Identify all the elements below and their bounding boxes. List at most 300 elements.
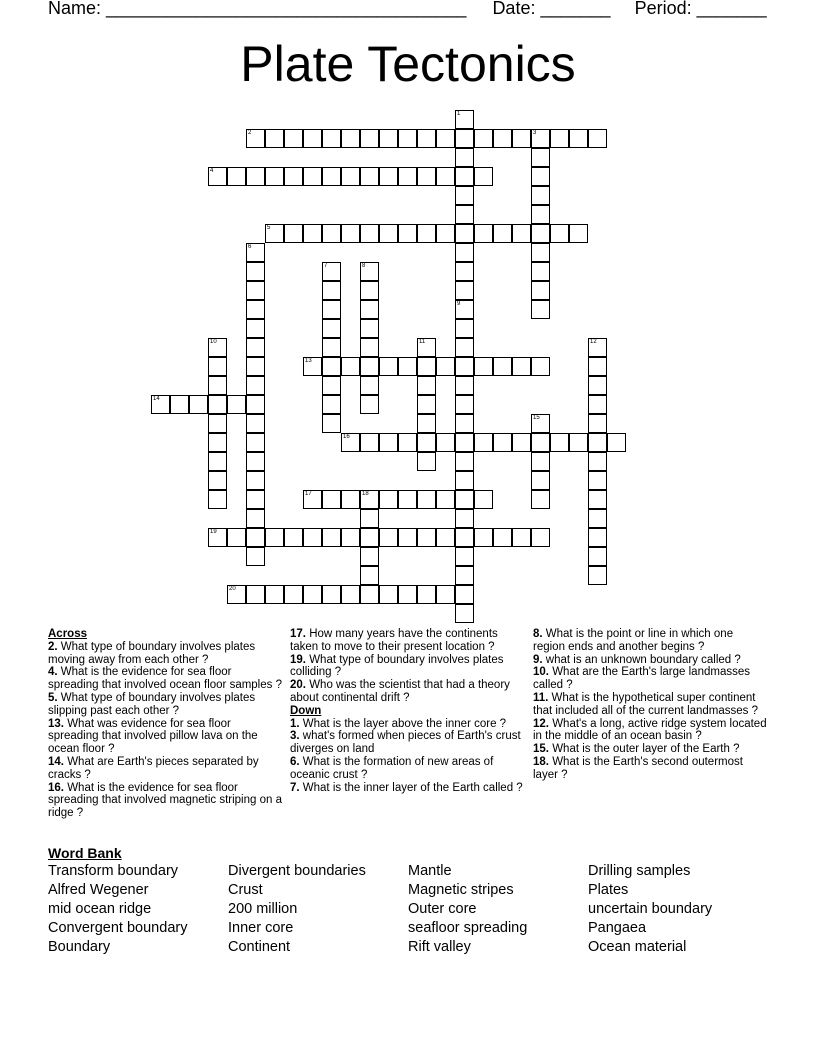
crossword-cell[interactable] — [417, 452, 436, 471]
crossword-cell[interactable] — [341, 357, 360, 376]
crossword-cell[interactable] — [436, 490, 455, 509]
crossword-cell[interactable] — [512, 528, 531, 547]
crossword-cell[interactable] — [588, 129, 607, 148]
crossword-cell[interactable] — [360, 300, 379, 319]
crossword-cell[interactable] — [455, 528, 474, 547]
crossword-cell[interactable] — [246, 452, 265, 471]
crossword-cell[interactable] — [246, 395, 265, 414]
crossword-cell[interactable] — [360, 357, 379, 376]
crossword-cell[interactable] — [246, 433, 265, 452]
crossword-cell[interactable] — [436, 433, 455, 452]
crossword-cell[interactable] — [379, 490, 398, 509]
crossword-cell[interactable] — [455, 186, 474, 205]
clue-item — [290, 679, 525, 705]
crossword-cell[interactable] — [322, 167, 341, 186]
clue-item — [290, 654, 525, 680]
crossword-cell[interactable] — [455, 224, 474, 243]
crossword-cell[interactable] — [322, 414, 341, 433]
crossword-cell[interactable] — [455, 148, 474, 167]
crossword-cell[interactable] — [455, 604, 474, 623]
crossword-cell[interactable] — [398, 167, 417, 186]
crossword-cell[interactable] — [360, 129, 379, 148]
crossword-cell[interactable] — [569, 433, 588, 452]
crossword-cell[interactable] — [208, 433, 227, 452]
clue-item — [48, 782, 283, 820]
crossword-cell[interactable] — [322, 281, 341, 300]
crossword-cell[interactable] — [208, 471, 227, 490]
word-bank-item: Boundary — [48, 939, 111, 955]
clue-text: How many years have the continents taken to move to their present location ? — [290, 628, 498, 653]
crossword-cell[interactable] — [531, 281, 550, 300]
clue-text: What type of boundary involves plates colliding ? — [290, 653, 504, 679]
crossword-cell[interactable] — [455, 471, 474, 490]
clue-item — [533, 692, 768, 718]
crossword-cell[interactable] — [455, 205, 474, 224]
word-bank-item: mid ocean ridge — [48, 901, 152, 917]
crossword-cell[interactable] — [360, 566, 379, 585]
crossword-cell[interactable] — [493, 433, 512, 452]
crossword-cell[interactable] — [379, 357, 398, 376]
word-bank-item: Divergent boundaries — [228, 863, 366, 879]
crossword-cell[interactable] — [208, 452, 227, 471]
crossword-cell[interactable] — [455, 376, 474, 395]
crossword-cell[interactable] — [588, 376, 607, 395]
crossword-cell[interactable] — [398, 433, 417, 452]
clue-number: 9 — [457, 301, 461, 307]
clue-number: 15 — [533, 415, 540, 421]
crossword-cell[interactable] — [398, 585, 417, 604]
crossword-cell[interactable] — [588, 528, 607, 547]
crossword-cell[interactable] — [398, 224, 417, 243]
crossword-cell[interactable] — [417, 338, 436, 357]
crossword-cell[interactable] — [360, 433, 379, 452]
page-title: Plate Tectonics — [240, 36, 576, 92]
clue-item — [533, 628, 768, 654]
crossword-cell[interactable] — [531, 224, 550, 243]
clues-column-1 — [48, 628, 283, 820]
clue-text: What is the evidence for sea floor spreading that involved ocean floor samples ? — [48, 666, 282, 692]
crossword-cell[interactable] — [531, 433, 550, 452]
clue-number: 9. — [533, 653, 543, 666]
crossword-cell[interactable] — [493, 224, 512, 243]
crossword-cell[interactable] — [360, 376, 379, 395]
crossword-cell[interactable] — [417, 433, 436, 452]
crossword-cell[interactable] — [360, 528, 379, 547]
crossword-cell[interactable] — [360, 338, 379, 357]
word-bank-item: Transform boundary — [48, 863, 179, 879]
crossword-cell[interactable] — [265, 224, 284, 243]
crossword-cell[interactable] — [455, 452, 474, 471]
crossword-cell[interactable] — [455, 566, 474, 585]
crossword-cell[interactable] — [474, 528, 493, 547]
crossword-cell[interactable] — [341, 433, 360, 452]
crossword-cell[interactable] — [398, 129, 417, 148]
crossword-cell[interactable] — [455, 300, 474, 319]
crossword-cell[interactable] — [322, 224, 341, 243]
crossword-cell[interactable] — [341, 224, 360, 243]
clue-item — [290, 730, 525, 756]
clue-text: What type of boundary involves plates slipping past each other ? — [48, 691, 256, 717]
crossword-cell[interactable] — [455, 395, 474, 414]
crossword-cell[interactable] — [246, 300, 265, 319]
crossword-cell[interactable] — [455, 167, 474, 186]
crossword-cell[interactable] — [303, 167, 322, 186]
crossword-cell[interactable] — [246, 376, 265, 395]
crossword-cell[interactable] — [208, 338, 227, 357]
crossword-cell[interactable] — [417, 167, 436, 186]
clue-item — [48, 692, 283, 718]
crossword-cell[interactable] — [341, 167, 360, 186]
clue-number: 16 — [343, 434, 350, 440]
clue-text: What is the layer above the inner core ? — [299, 717, 507, 730]
crossword-cell[interactable] — [588, 433, 607, 452]
word-bank-item: Magnetic stripes — [408, 882, 514, 898]
crossword-cell[interactable] — [379, 129, 398, 148]
crossword-cell[interactable] — [208, 167, 227, 186]
crossword-cell[interactable] — [588, 452, 607, 471]
clue-text: What is the evidence for sea floor spreading that involved magnetic striping on a ridge ? — [48, 781, 282, 820]
crossword-cell[interactable] — [436, 357, 455, 376]
word-bank-item: Outer core — [408, 901, 477, 917]
crossword-cell[interactable] — [227, 585, 246, 604]
crossword-cell[interactable] — [550, 129, 569, 148]
crossword-cell[interactable] — [588, 357, 607, 376]
crossword-cell[interactable] — [360, 585, 379, 604]
crossword-cell[interactable] — [284, 528, 303, 547]
crossword-cell[interactable] — [436, 585, 455, 604]
crossword-cell[interactable] — [531, 243, 550, 262]
crossword-cell[interactable] — [474, 490, 493, 509]
crossword-cell[interactable] — [455, 414, 474, 433]
clue-item — [290, 718, 525, 731]
word-bank-item: Ocean material — [588, 939, 687, 955]
crossword-cell[interactable] — [284, 224, 303, 243]
crossword-cell[interactable] — [607, 433, 626, 452]
crossword-cell[interactable] — [360, 490, 379, 509]
clue-item — [533, 756, 768, 782]
crossword-cell[interactable] — [569, 129, 588, 148]
crossword-cell[interactable] — [455, 110, 474, 129]
crossword-cell[interactable] — [303, 224, 322, 243]
crossword-cell[interactable] — [436, 129, 455, 148]
crossword-cell[interactable] — [550, 433, 569, 452]
crossword-cell[interactable] — [227, 167, 246, 186]
crossword-cell[interactable] — [550, 224, 569, 243]
crossword-cell[interactable] — [360, 509, 379, 528]
crossword-cell[interactable] — [531, 528, 550, 547]
crossword-cell[interactable] — [360, 262, 379, 281]
clue-text: What type of boundary involves plates moving away from each other ? — [48, 640, 256, 666]
crossword-cell[interactable] — [474, 224, 493, 243]
clue-item — [290, 782, 525, 795]
crossword-cell[interactable] — [208, 414, 227, 433]
clue-number: 3 — [533, 130, 537, 136]
clue-number: 3. — [290, 730, 300, 743]
crossword-cell[interactable] — [227, 528, 246, 547]
crossword-cell[interactable] — [493, 528, 512, 547]
crossword-cell[interactable] — [246, 509, 265, 528]
clue-number: 5. — [48, 691, 58, 704]
crossword-cell[interactable] — [322, 528, 341, 547]
clue-item — [533, 666, 768, 692]
crossword-cell[interactable] — [455, 281, 474, 300]
clue-number: 16. — [48, 781, 64, 794]
crossword-cell[interactable] — [474, 167, 493, 186]
clue-number: 11. — [533, 691, 549, 704]
crossword-cell[interactable] — [265, 167, 284, 186]
crossword-cell[interactable] — [398, 357, 417, 376]
crossword-cell[interactable] — [531, 262, 550, 281]
crossword-cell[interactable] — [360, 281, 379, 300]
crossword-cell[interactable] — [379, 528, 398, 547]
clue-text: what's formed when pieces of Earth's crust diverges on land — [290, 730, 521, 756]
clue-number: 1 — [457, 111, 461, 117]
crossword-cell[interactable] — [417, 395, 436, 414]
crossword-cell[interactable] — [341, 129, 360, 148]
crossword-cell[interactable] — [474, 357, 493, 376]
name-label[interactable]: Name: ____________________________________ — [48, 0, 467, 18]
crossword-cell[interactable] — [531, 490, 550, 509]
crossword-cell[interactable] — [265, 129, 284, 148]
crossword-cell[interactable] — [474, 129, 493, 148]
clue-number: 8 — [362, 263, 366, 269]
crossword-cell[interactable] — [436, 528, 455, 547]
crossword-cell[interactable] — [246, 319, 265, 338]
crossword-cell[interactable] — [531, 414, 550, 433]
clue-text: What is the point or line in which one region ends and another begins ? — [533, 628, 734, 653]
crossword-cell[interactable] — [322, 129, 341, 148]
word-bank-item: uncertain boundary — [588, 901, 713, 917]
crossword-cell[interactable] — [588, 490, 607, 509]
clue-item — [48, 641, 283, 667]
crossword-cell[interactable] — [322, 376, 341, 395]
crossword-cell[interactable] — [455, 509, 474, 528]
crossword-cell[interactable] — [531, 148, 550, 167]
crossword-cell[interactable] — [322, 490, 341, 509]
clue-number: 6 — [248, 244, 252, 250]
period-label[interactable]: Period: _______ — [634, 0, 767, 18]
crossword-cell[interactable] — [531, 205, 550, 224]
crossword-cell[interactable] — [455, 129, 474, 148]
crossword-cell[interactable] — [512, 433, 531, 452]
crossword-cell[interactable] — [189, 395, 208, 414]
crossword-cell[interactable] — [455, 338, 474, 357]
clue-item — [533, 654, 768, 667]
crossword-cell[interactable] — [588, 414, 607, 433]
crossword-cell[interactable] — [531, 129, 550, 148]
crossword-cell[interactable] — [246, 471, 265, 490]
down-heading: Down — [290, 704, 322, 717]
crossword-cell[interactable] — [417, 414, 436, 433]
crossword-cell[interactable] — [170, 395, 189, 414]
clue-number: 8. — [533, 628, 543, 640]
crossword-cell[interactable] — [417, 129, 436, 148]
clue-text: What is the Earth's second outermost layer ? — [533, 755, 743, 781]
crossword-cell[interactable] — [303, 490, 322, 509]
crossword-cell[interactable] — [588, 566, 607, 585]
crossword-cell[interactable] — [588, 509, 607, 528]
clue-number: 10. — [533, 666, 549, 679]
crossword-cell[interactable] — [246, 585, 265, 604]
word-bank-item: Rift valley — [408, 939, 471, 955]
crossword-cell[interactable] — [208, 490, 227, 509]
clue-number: 17 — [305, 491, 312, 497]
crossword-cell[interactable] — [246, 243, 265, 262]
crossword-cell[interactable] — [246, 129, 265, 148]
crossword-cell[interactable] — [246, 490, 265, 509]
crossword-cell[interactable] — [474, 433, 493, 452]
crossword-cell[interactable] — [455, 490, 474, 509]
clue-number: 13 — [305, 358, 312, 364]
crossword-cell[interactable] — [360, 547, 379, 566]
clue-number: 4 — [210, 168, 214, 174]
clue-text: What are Earth's pieces separated by cracks ? — [48, 755, 259, 781]
word-bank-item: Alfred Wegener — [48, 882, 149, 898]
crossword-cell[interactable] — [246, 357, 265, 376]
clue-text: What was evidence for sea floor spreading that involved pillow lava on the ocean floor ? — [48, 717, 258, 756]
clue-number: 13. — [48, 717, 64, 730]
crossword-cell[interactable] — [246, 338, 265, 357]
crossword-cell[interactable] — [417, 490, 436, 509]
crossword-cell[interactable] — [417, 224, 436, 243]
crossword-cell[interactable] — [455, 262, 474, 281]
crossword-cell[interactable] — [512, 357, 531, 376]
crossword-cell[interactable] — [493, 129, 512, 148]
crossword-cell[interactable] — [398, 490, 417, 509]
clue-number: 7 — [324, 263, 328, 269]
crossword-cell[interactable] — [246, 547, 265, 566]
crossword-cell[interactable] — [512, 224, 531, 243]
crossword-cell[interactable] — [379, 433, 398, 452]
clue-text: what is an unknown boundary called ? — [542, 653, 741, 666]
crossword-cell[interactable] — [588, 395, 607, 414]
crossword-cell[interactable] — [322, 585, 341, 604]
crossword-cell[interactable] — [265, 528, 284, 547]
crossword-cell[interactable] — [208, 528, 227, 547]
crossword-cell[interactable] — [246, 528, 265, 547]
crossword-cell[interactable] — [455, 433, 474, 452]
clue-item — [290, 628, 525, 654]
clue-number: 14 — [153, 396, 160, 402]
crossword-cell[interactable] — [208, 376, 227, 395]
crossword-cell[interactable] — [417, 376, 436, 395]
crossword-cell[interactable] — [588, 338, 607, 357]
word-bank-item: Mantle — [408, 863, 452, 879]
crossword-cell[interactable] — [417, 357, 436, 376]
crossword-cell[interactable] — [588, 547, 607, 566]
crossword-cell[interactable] — [284, 585, 303, 604]
crossword-cell[interactable] — [436, 224, 455, 243]
crossword-cell[interactable] — [246, 167, 265, 186]
crossword-cell[interactable] — [322, 319, 341, 338]
crossword-cell[interactable] — [322, 338, 341, 357]
crossword-cell[interactable] — [379, 224, 398, 243]
crossword-cell[interactable] — [588, 471, 607, 490]
crossword-cell[interactable] — [417, 528, 436, 547]
clues-column-3 — [533, 628, 768, 782]
crossword-cell[interactable] — [341, 528, 360, 547]
crossword-cell[interactable] — [360, 224, 379, 243]
crossword-cell[interactable] — [303, 357, 322, 376]
crossword-cell[interactable] — [341, 490, 360, 509]
crossword-cell[interactable] — [303, 528, 322, 547]
crossword-cell[interactable] — [360, 167, 379, 186]
crossword-cell[interactable] — [455, 319, 474, 338]
crossword-cell[interactable] — [360, 395, 379, 414]
crossword-cell[interactable] — [531, 357, 550, 376]
crossword-cell[interactable] — [398, 528, 417, 547]
crossword-cell[interactable] — [322, 357, 341, 376]
crossword-cell[interactable] — [569, 224, 588, 243]
crossword-cell[interactable] — [531, 471, 550, 490]
clue-number: 18 — [362, 491, 369, 497]
crossword-cell[interactable] — [208, 357, 227, 376]
crossword-cell[interactable] — [303, 585, 322, 604]
clue-number: 19 — [210, 529, 217, 535]
clue-number: 12 — [590, 339, 597, 345]
word-bank-item: seafloor spreading — [408, 920, 528, 936]
crossword-cell[interactable] — [284, 167, 303, 186]
crossword-cell[interactable] — [322, 300, 341, 319]
word-bank-item: Plates — [588, 882, 629, 898]
crossword-cell[interactable] — [531, 186, 550, 205]
crossword-cell[interactable] — [246, 281, 265, 300]
crossword-cell[interactable] — [455, 243, 474, 262]
crossword-cell[interactable] — [531, 300, 550, 319]
crossword-cell[interactable] — [417, 585, 436, 604]
clue-number: 11 — [419, 339, 426, 345]
clue-number: 10 — [210, 339, 217, 345]
crossword-cell[interactable] — [379, 167, 398, 186]
clue-text: What is the inner layer of the Earth called ? — [299, 781, 523, 794]
clue-number: 18. — [533, 755, 549, 768]
crossword-cell[interactable] — [531, 167, 550, 186]
crossword-cell[interactable] — [455, 357, 474, 376]
word-bank-item: Inner core — [228, 920, 294, 936]
crossword-cell[interactable] — [512, 129, 531, 148]
crossword-cell[interactable] — [379, 585, 398, 604]
crossword-cell[interactable] — [246, 262, 265, 281]
word-bank-item: Drilling samples — [588, 863, 691, 879]
crossword-cell[interactable] — [303, 129, 322, 148]
clue-number: 2 — [248, 130, 252, 136]
word-bank-item: Convergent boundary — [48, 920, 188, 936]
clue-item — [533, 743, 768, 756]
crossword-cell[interactable] — [322, 395, 341, 414]
crossword-cell[interactable] — [208, 395, 227, 414]
crossword-cell[interactable] — [322, 262, 341, 281]
clue-number: 7. — [290, 781, 300, 794]
word-bank-item: Continent — [228, 939, 291, 955]
crossword-cell[interactable] — [265, 585, 284, 604]
crossword-cell[interactable] — [531, 452, 550, 471]
crossword-cell[interactable] — [455, 585, 474, 604]
crossword-cell[interactable] — [246, 414, 265, 433]
crossword-cell[interactable] — [227, 395, 246, 414]
crossword-cell[interactable] — [151, 395, 170, 414]
clues-column-2 — [290, 628, 525, 794]
clue-text: What is the formation of new areas of oceanic crust ? — [290, 755, 494, 781]
clue-text: What is the hypothetical super continent that included all of the current landmasses ? — [533, 691, 759, 717]
crossword-cell[interactable] — [360, 319, 379, 338]
crossword-cell[interactable] — [341, 585, 360, 604]
date-label[interactable]: Date: _______ — [492, 0, 611, 18]
clue-number: 14. — [48, 755, 64, 768]
crossword-cell[interactable] — [493, 357, 512, 376]
crossword-cell[interactable] — [455, 547, 474, 566]
crossword-cell[interactable] — [284, 129, 303, 148]
crossword-cell[interactable] — [436, 167, 455, 186]
